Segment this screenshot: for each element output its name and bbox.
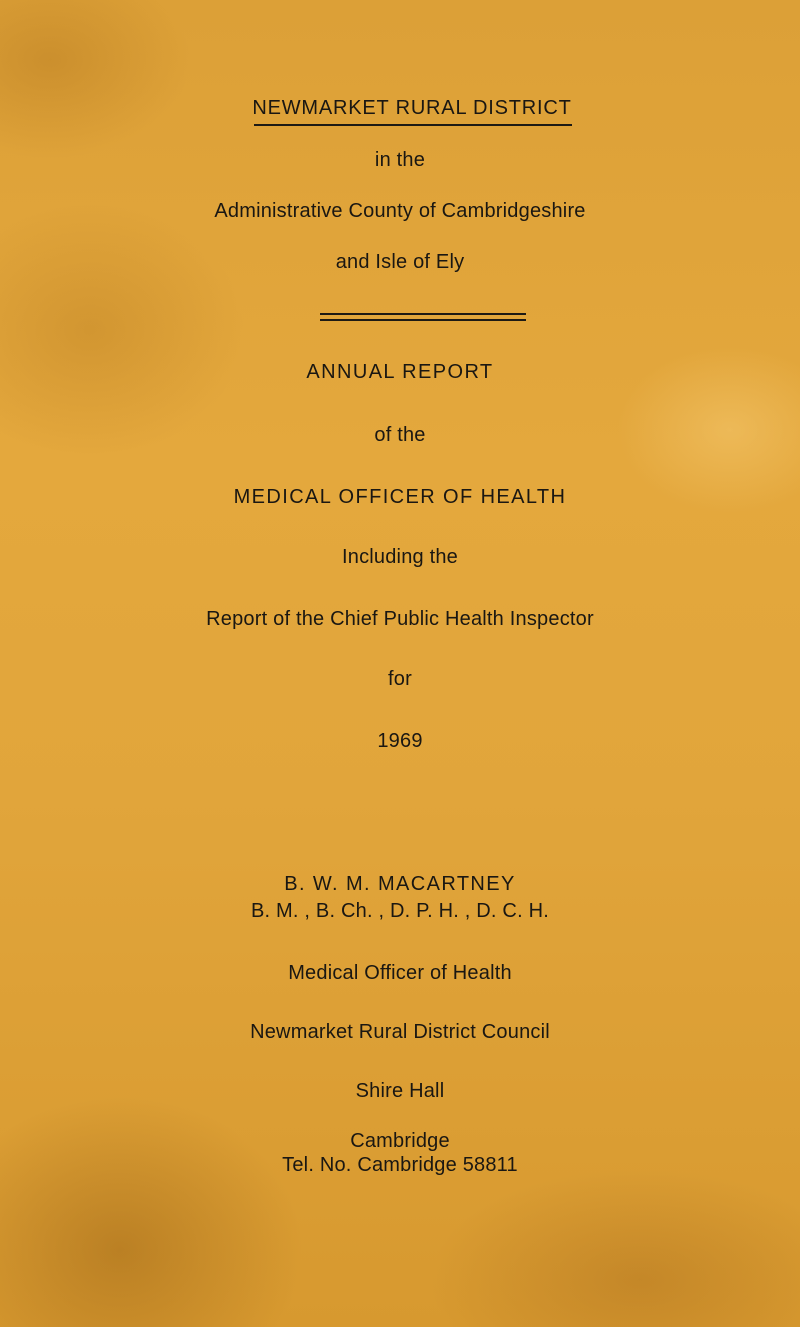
title-underline (254, 124, 572, 126)
of-the-text: of the (374, 424, 426, 446)
divider-rule-bottom (320, 319, 526, 321)
author-name: B. W. M. MACARTNEY (284, 873, 516, 895)
divider-rule-top (320, 313, 526, 315)
author-role: Medical Officer of Health (288, 962, 512, 984)
annual-report-heading: ANNUAL REPORT (306, 361, 494, 383)
in-the-text: in the (374, 149, 426, 171)
town-name: Cambridge (350, 1130, 450, 1152)
building-name: Shire Hall (355, 1080, 445, 1102)
county-text: Administrative County of Cambridgeshire (214, 200, 586, 222)
report-year: 1969 (377, 730, 423, 752)
telephone-number: Tel. No. Cambridge 58811 (282, 1154, 518, 1176)
including-text: Including the (341, 546, 459, 568)
district-title: NEWMARKET RURAL DISTRICT (252, 97, 572, 119)
officer-heading: MEDICAL OFFICER OF HEALTH (233, 486, 567, 508)
inspector-report-text: Report of the Chief Public Health Inspector (206, 608, 594, 630)
council-name: Newmarket Rural District Council (250, 1021, 550, 1043)
author-qualifications: B. M. , B. Ch. , D. P. H. , D. C. H. (250, 900, 549, 922)
isle-text: and Isle of Ely (335, 251, 465, 273)
for-text: for (388, 668, 412, 690)
